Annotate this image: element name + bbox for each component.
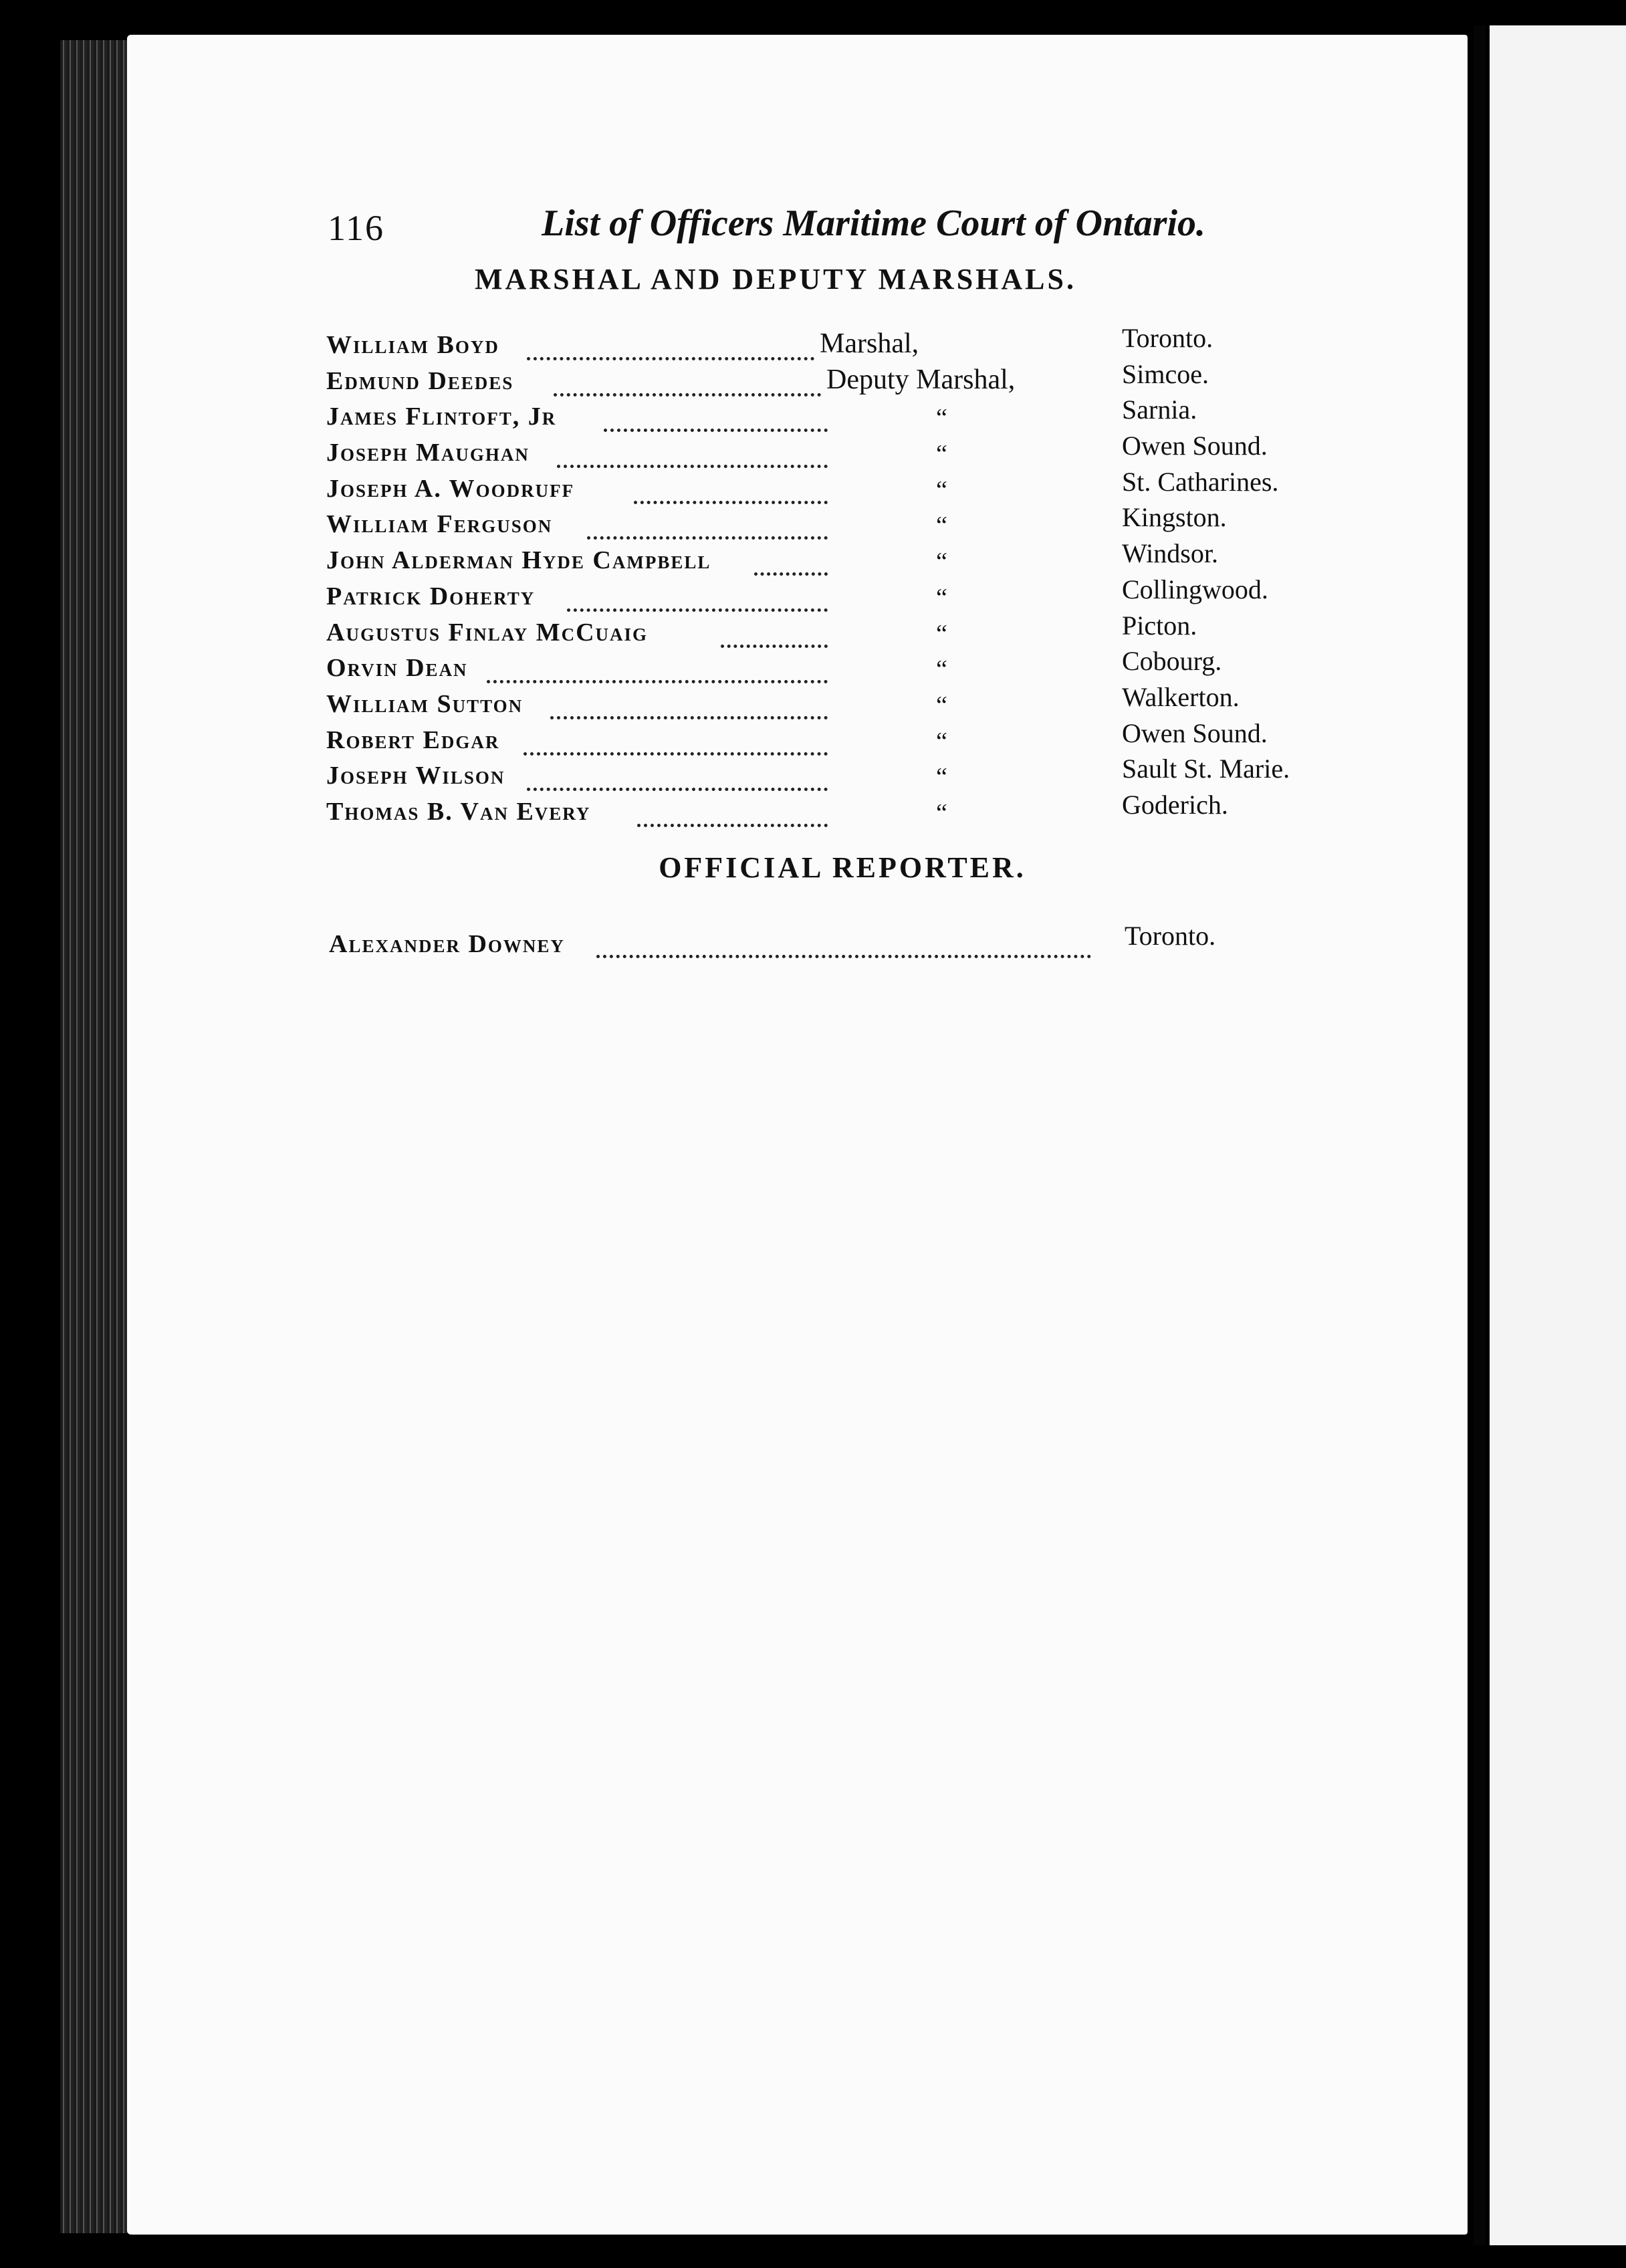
officer-town: Sault St. Marie. bbox=[1122, 754, 1290, 784]
officer-town: Collingwood. bbox=[1122, 574, 1268, 604]
marshal-list bbox=[326, 323, 1336, 830]
dot-leader bbox=[524, 725, 828, 756]
facing-page-edge bbox=[1490, 25, 1626, 2245]
dot-leader bbox=[527, 761, 828, 791]
ditto-mark: “ bbox=[936, 798, 947, 827]
page-number: 116 bbox=[328, 208, 384, 248]
dot-leader bbox=[487, 653, 828, 683]
officer-name: Joseph A. Woodruff bbox=[326, 474, 575, 503]
officer-office: Marshal, bbox=[820, 328, 919, 359]
ditto-mark: “ bbox=[936, 655, 947, 684]
officer-town: Cobourg. bbox=[1122, 646, 1222, 677]
officer-town: Goderich. bbox=[1122, 789, 1228, 820]
officer-name: James Flintoft, Jr bbox=[326, 403, 557, 431]
running-title: List of Officers Maritime Court of Ontario. bbox=[542, 203, 1206, 244]
reporter-name: Alexander Downey bbox=[329, 930, 565, 958]
officer-town: St. Catharines. bbox=[1122, 466, 1279, 497]
dot-leader bbox=[550, 689, 828, 719]
officer-town: Owen Sound. bbox=[1122, 431, 1268, 461]
ditto-mark: “ bbox=[936, 475, 947, 504]
dot-leader bbox=[554, 366, 821, 396]
officer-name: William Ferguson bbox=[326, 510, 553, 539]
ditto-mark: “ bbox=[936, 727, 947, 756]
ditto-mark: “ bbox=[936, 512, 947, 540]
dot-leader bbox=[567, 582, 828, 612]
officer-town: Picton. bbox=[1122, 610, 1197, 641]
dot-leader bbox=[634, 474, 828, 504]
officer-name: Thomas B. Van Every bbox=[326, 797, 591, 826]
ditto-mark: “ bbox=[936, 763, 947, 792]
section-heading-marshals: MARSHAL AND DEPUTY MARSHALS. bbox=[474, 263, 1076, 296]
officer-name: William Boyd bbox=[326, 331, 499, 359]
officer-name: John Alderman Hyde Campbell bbox=[326, 546, 711, 575]
book-gutter bbox=[1474, 25, 1486, 2245]
ditto-mark: “ bbox=[936, 619, 947, 648]
officer-town: Windsor. bbox=[1122, 538, 1218, 569]
dot-leader bbox=[637, 797, 828, 827]
reporter-entry bbox=[329, 923, 1332, 963]
officer-office: Deputy Marshal, bbox=[826, 364, 1016, 395]
officer-name: Orvin Dean bbox=[326, 654, 468, 683]
officer-town: Walkerton. bbox=[1122, 681, 1240, 712]
officer-name: Joseph Maughan bbox=[326, 439, 530, 467]
dot-leader bbox=[604, 402, 828, 432]
officer-town: Owen Sound. bbox=[1122, 717, 1268, 748]
ditto-mark: “ bbox=[936, 548, 947, 576]
dot-leader bbox=[721, 618, 828, 648]
dot-leader bbox=[754, 546, 828, 576]
officer-name: Patrick Doherty bbox=[326, 582, 536, 610]
officer-name: Robert Edgar bbox=[326, 725, 500, 754]
officer-name: Edmund Deedes bbox=[326, 366, 514, 395]
officer-name: Augustus Finlay McCuaig bbox=[326, 618, 649, 647]
page-stack-edges bbox=[60, 40, 134, 2233]
list-item bbox=[326, 789, 1336, 830]
ditto-mark: “ bbox=[936, 440, 947, 469]
section-heading-reporter: OFFICIAL REPORTER. bbox=[659, 851, 1026, 884]
ditto-mark: “ bbox=[936, 404, 947, 433]
dot-leader bbox=[527, 330, 814, 360]
running-head bbox=[328, 194, 1277, 254]
officer-name: Joseph Wilson bbox=[326, 762, 505, 790]
dot-leader bbox=[587, 509, 828, 540]
ditto-mark: “ bbox=[936, 691, 947, 719]
ditto-mark: “ bbox=[936, 583, 947, 612]
officer-town: Kingston. bbox=[1122, 502, 1227, 533]
dot-leader bbox=[596, 928, 1091, 958]
dot-leader bbox=[557, 438, 828, 468]
reporter-town: Toronto. bbox=[1125, 921, 1216, 951]
officer-town: Sarnia. bbox=[1122, 394, 1197, 425]
officer-name: William Sutton bbox=[326, 689, 524, 718]
officer-town: Toronto. bbox=[1122, 323, 1213, 353]
officer-town: Simcoe. bbox=[1122, 358, 1209, 389]
